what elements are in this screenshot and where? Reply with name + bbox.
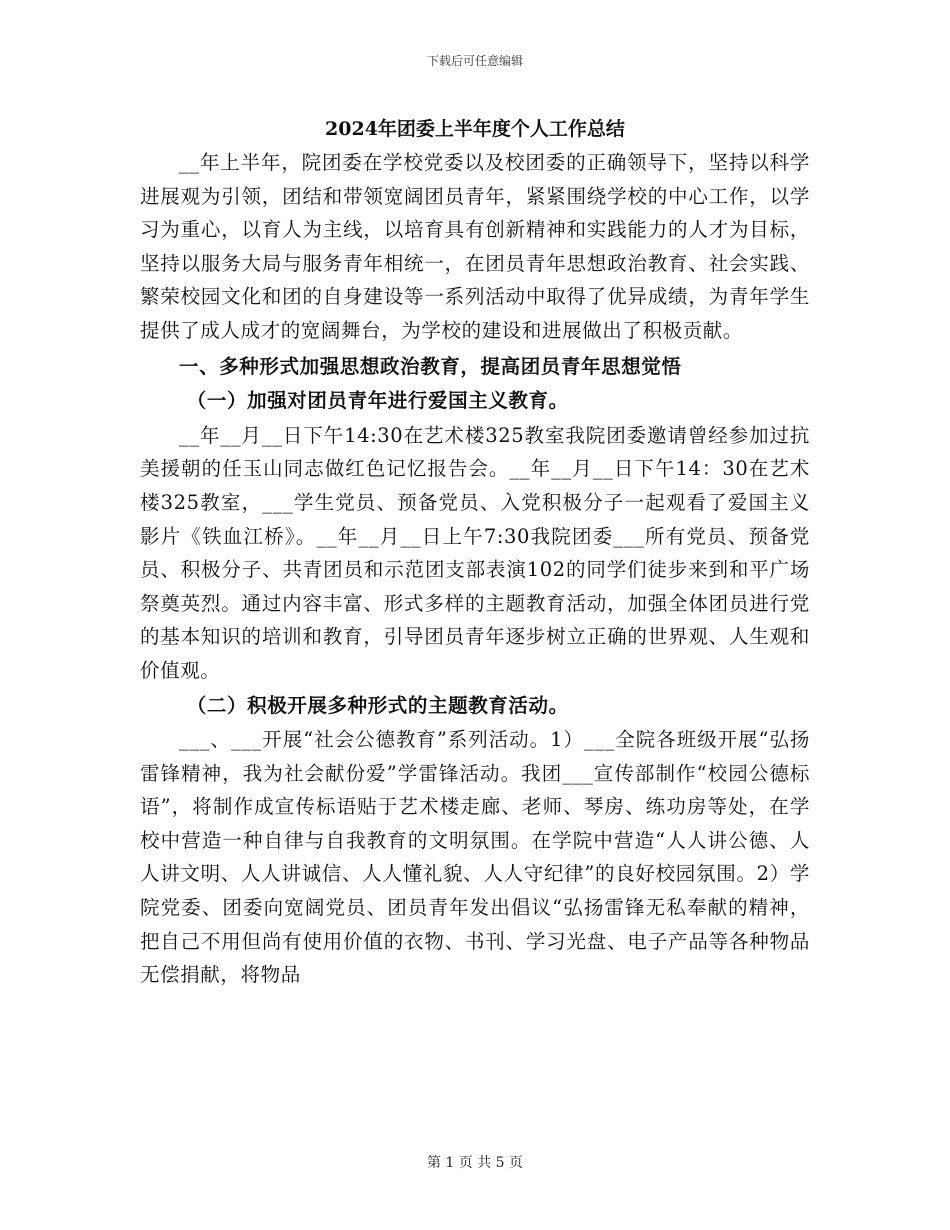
intro-paragraph: __年上半年，院团委在学校党委以及校团委的正确领导下，坚持以科学进展观为引领，团结和带领宽阔团员青年，紧紧围绕学校的中心工作，以学习为重心，以育人为主线，以培育具有创新精神和实践能力的人才为目标，坚持以服务大局与服务青年相统一，在团员青年思想政治教育、社会实践、繁荣校园文化和团的自身建设等一系列活动中取得了优异成绩，为青年学生提供了成人成才的宽阔舞台，为学校的建设和进展做出了积极贡献。	[140, 151, 810, 342]
document-title: 2024年团委上半年度个人工作总结	[325, 118, 625, 140]
subsection-heading-1: （一）加强对团员青年进行爱国主义教育。	[186, 389, 569, 413]
page-header-note: 下载后可任意编辑	[426, 54, 523, 68]
section-heading-1: 一、多种形式加强思想政治教育，提高团员青年思想觉悟	[179, 354, 682, 378]
subsection-1-paragraph: __年__月__日下午14:30在艺术楼325教室我院团委邀请曾经参加过抗美援朝的任玉山同志做红色记忆报告会。__年__月__日下午14：30在艺术楼325教室，___学生党员、预备党员、入党积极分子一起观看了爱国主义影片《铁血江桥》。__年__月__日上午7:30我院团委___所有党员、预备党员、积极分子、共青团员和示范团支部表演102的同学们徒步来到和平广场祭奠英烈。通过内容丰富、形式多样的主题教育活动，加强全体团员进行党的基本知识的培训和教育，引导团员青年逐步树立正确的世界观、人生观和价值观。	[140, 423, 810, 682]
document-body	[140, 112, 810, 992]
subsection-2-paragraph: ___、___开展“社会公德教育”系列活动。1）___全院各班级开展“弘扬雷锋精神，我为社会献份爱”学雷锋活动。我团___宣传部制作“校园公德标语”，将制作成宣传标语贴于艺术楼走廊、老师、琴房、练功房等处，在学校中营造一种自律与自我教育的文明氛围。在学院中营造“人人讲公德、人人讲文明、人人讲诚信、人人懂礼貌、人人守纪律”的良好校园氛围。2）学院党委、团委向宽阔党员、团员青年发出倡议“弘扬雷锋无私奉献的精神，把自己不用但尚有使用价值的衣物、书刊、学习光盘、电子产品等各种物品无偿捐献，将物品	[140, 728, 810, 987]
subsection-heading-2: （二）积极开展多种形式的主题教育活动。	[186, 693, 569, 717]
page-number-footer: 第 1 页 共 5 页	[426, 1155, 524, 1171]
